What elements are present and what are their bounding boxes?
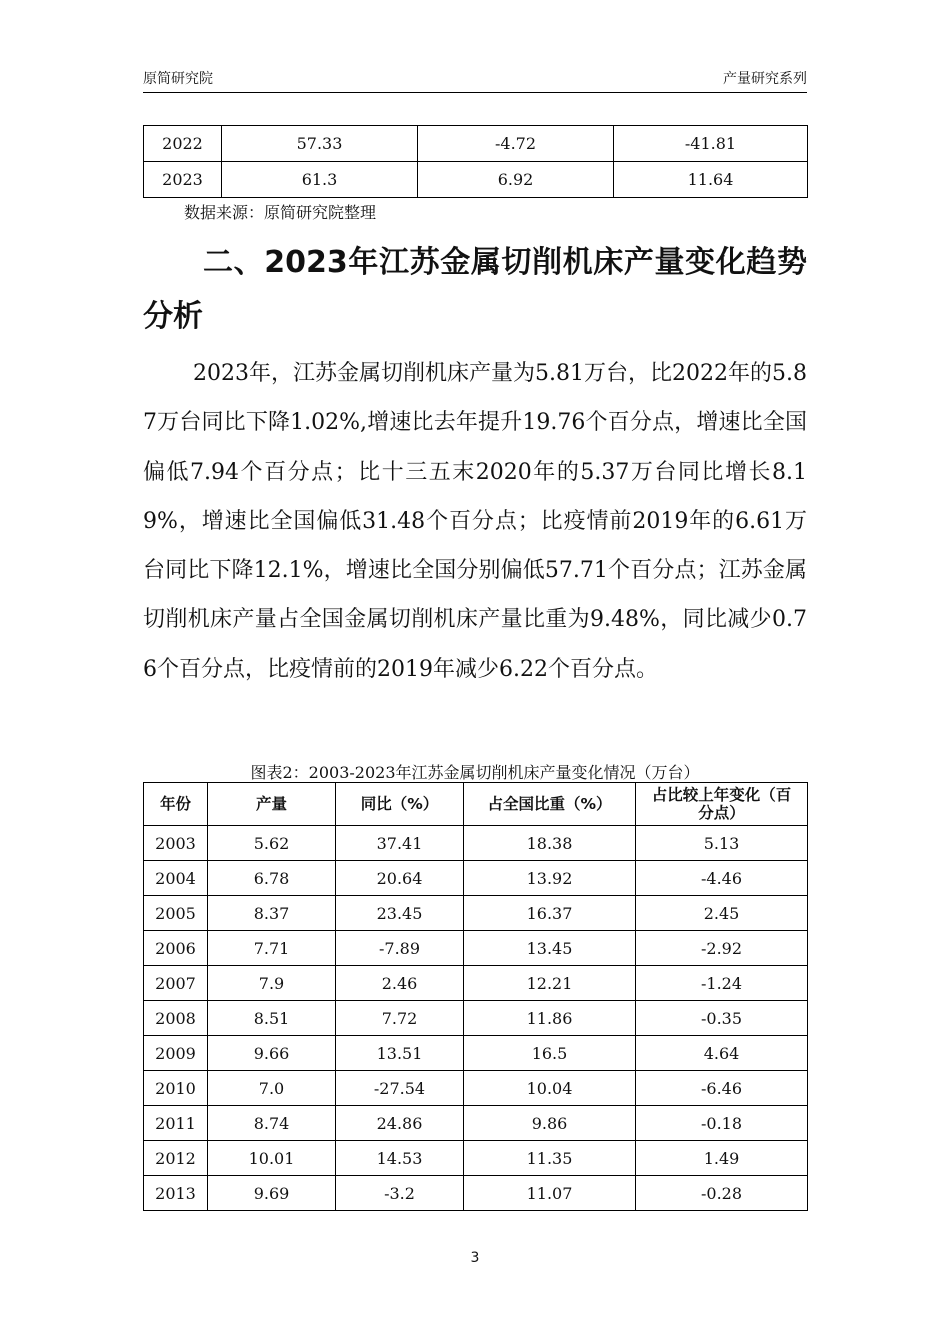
table-cell: 1.49 <box>636 1141 808 1176</box>
table-row <box>144 1176 808 1211</box>
table-cell: 2009 <box>144 1036 208 1071</box>
table-cell: -27.54 <box>336 1071 464 1106</box>
production-table <box>143 782 808 1211</box>
table-cell: 2007 <box>144 966 208 1001</box>
table-cell: -4.46 <box>636 861 808 896</box>
table-cell: 8.51 <box>208 1001 336 1036</box>
table-row <box>144 162 808 198</box>
figure-caption: 图表2：2003-2023年江苏金属切削机床产量变化情况（万台） <box>250 763 700 782</box>
header-series: 产量研究系列 <box>723 71 807 87</box>
table-continued <box>143 125 808 198</box>
table-cell: 6.92 <box>418 162 614 198</box>
table-cell: 5.13 <box>636 826 808 861</box>
table-cell: 2010 <box>144 1071 208 1106</box>
table-row <box>144 826 808 861</box>
table-cell: 37.41 <box>336 826 464 861</box>
table-cell: -1.24 <box>636 966 808 1001</box>
table-cell: 10.04 <box>464 1071 636 1106</box>
table-cell: 2008 <box>144 1001 208 1036</box>
table-cell: 13.92 <box>464 861 636 896</box>
table-row <box>144 1071 808 1106</box>
column-header: 占比较上年变化（百分点） <box>636 783 808 826</box>
table-cell: 2.46 <box>336 966 464 1001</box>
column-header: 产量 <box>208 783 336 826</box>
table-cell: 2011 <box>144 1106 208 1141</box>
table-cell: 2003 <box>144 826 208 861</box>
table-cell: -0.35 <box>636 1001 808 1036</box>
table-cell: 16.5 <box>464 1036 636 1071</box>
table-cell: 61.3 <box>222 162 418 198</box>
body-paragraph: 2023年，江苏金属切削机床产量为5.81万台，比2022年的5.87万台同比下降1.02%,增速比去年提升19.76个百分点，增速比全国偏低7.94个百分点；比十三五末2020年的5.37万台同比增长8.19%，增速比全国偏低31.48个百分点；比疫情前2019年的6.61万台同比下降12.1%，增速比全国分别偏低57.71个百分点；江苏金属切削机床产量占全国金属切削机床产量比重为9.48%，同比减少0.76个百分点，比疫情前的2019年减少6.22个百分点。 <box>143 361 807 682</box>
data-source-note: 数据来源：原简研究院整理 <box>184 203 377 222</box>
table-cell: 23.45 <box>336 896 464 931</box>
table-cell: 16.37 <box>464 896 636 931</box>
table-row <box>144 1001 808 1036</box>
table-cell: 2023 <box>144 162 222 198</box>
table-cell: 2004 <box>144 861 208 896</box>
table-row <box>144 861 808 896</box>
table-cell: 2.45 <box>636 896 808 931</box>
section-heading: 二、2023年江苏金属切削机床产量变化趋势分析 <box>143 245 807 334</box>
table-cell: 12.21 <box>464 966 636 1001</box>
page-header <box>143 66 807 93</box>
table-cell: -4.72 <box>418 126 614 162</box>
table-cell: 11.64 <box>614 162 808 198</box>
page-number: 3 <box>470 1250 480 1266</box>
column-header: 年份 <box>144 783 208 826</box>
table-cell: -0.18 <box>636 1106 808 1141</box>
table-cell: -0.28 <box>636 1176 808 1211</box>
table-cell: 24.86 <box>336 1106 464 1141</box>
table-cell: 7.71 <box>208 931 336 966</box>
table-cell: 57.33 <box>222 126 418 162</box>
table-row <box>144 126 808 162</box>
table-cell: -6.46 <box>636 1071 808 1106</box>
table-cell: 11.35 <box>464 1141 636 1176</box>
table-cell: 9.86 <box>464 1106 636 1141</box>
table-cell: 7.72 <box>336 1001 464 1036</box>
table-cell: 2012 <box>144 1141 208 1176</box>
table-cell: -7.89 <box>336 931 464 966</box>
table-cell: 2013 <box>144 1176 208 1211</box>
table-cell: 5.62 <box>208 826 336 861</box>
column-header: 占全国比重（%） <box>464 783 636 826</box>
table-cell: 13.45 <box>464 931 636 966</box>
header-org: 原简研究院 <box>143 71 213 87</box>
table-cell: 8.74 <box>208 1106 336 1141</box>
table-cell: 9.66 <box>208 1036 336 1071</box>
table-row <box>144 1106 808 1141</box>
table-cell: 18.38 <box>464 826 636 861</box>
table-cell: -3.2 <box>336 1176 464 1211</box>
table-cell: 10.01 <box>208 1141 336 1176</box>
table-cell: 2022 <box>144 126 222 162</box>
table-cell: 8.37 <box>208 896 336 931</box>
table-cell: 4.64 <box>636 1036 808 1071</box>
table-cell: 11.07 <box>464 1176 636 1211</box>
table-cell: -2.92 <box>636 931 808 966</box>
column-header: 同比（%） <box>336 783 464 826</box>
table-row <box>144 931 808 966</box>
table-cell: 13.51 <box>336 1036 464 1071</box>
table-row <box>144 966 808 1001</box>
table-cell: 9.69 <box>208 1176 336 1211</box>
table-cell: 11.86 <box>464 1001 636 1036</box>
table-cell: 14.53 <box>336 1141 464 1176</box>
table-cell: 2005 <box>144 896 208 931</box>
table-cell: 20.64 <box>336 861 464 896</box>
table-cell: 2006 <box>144 931 208 966</box>
table-cell: 6.78 <box>208 861 336 896</box>
table-cell: 7.9 <box>208 966 336 1001</box>
table-row <box>144 896 808 931</box>
table-cell: -41.81 <box>614 126 808 162</box>
table-cell: 7.0 <box>208 1071 336 1106</box>
table-row <box>144 1141 808 1176</box>
table-row <box>144 1036 808 1071</box>
